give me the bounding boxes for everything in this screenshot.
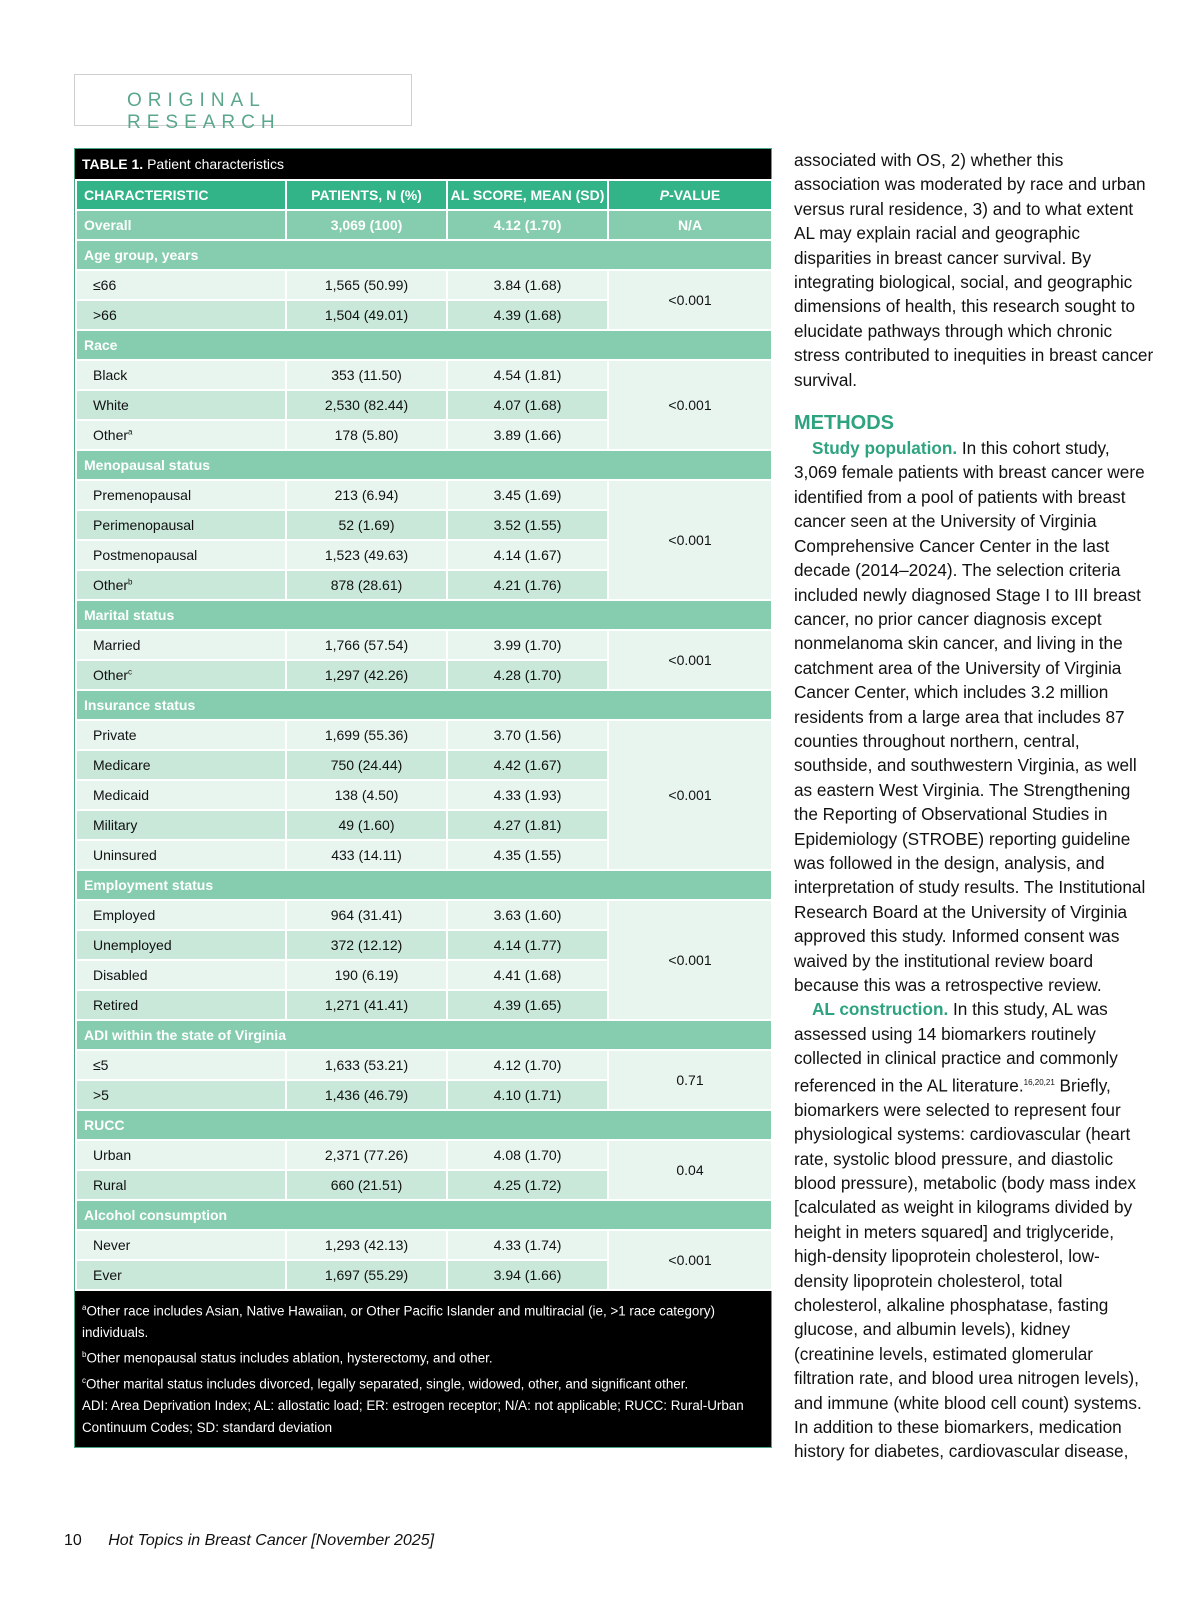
group-p-value: <0.001 [608,900,772,1020]
table-row [76,360,772,390]
footnote [82,1297,764,1344]
row-label [76,660,286,690]
row-label [76,630,286,660]
row-label-footnote-mark: a [128,427,133,437]
group-label: Age group, years [76,240,772,270]
overall-p-value: N/A [608,210,772,240]
group-header-row [76,240,772,270]
row-al-score: 4.39 (1.68) [447,300,608,330]
group-header-row [76,870,772,900]
table-row [76,630,772,660]
row-patients: 750 (24.44) [286,750,447,780]
row-label [76,420,286,450]
table-row [76,900,772,930]
header-p-value [608,180,772,210]
group-label: Insurance status [76,690,772,720]
group-header-row [76,600,772,630]
row-label [76,390,286,420]
row-label-text: Employed [93,907,156,923]
row-patients: 1,523 (49.63) [286,540,447,570]
row-patients: 1,766 (57.54) [286,630,447,660]
overall-label: Overall [76,210,286,240]
row-label [76,930,286,960]
row-label [76,1080,286,1110]
group-header-row [76,690,772,720]
row-al-score: 4.08 (1.70) [447,1140,608,1170]
row-label-text: Rural [93,1177,127,1193]
row-label [76,750,286,780]
row-patients: 372 (12.12) [286,930,447,960]
row-label-text: Black [93,367,128,383]
row-patients: 878 (28.61) [286,570,447,600]
footnote-text: Other menopausal status includes ablation, hysterectomy, and other. [86,1350,493,1366]
row-label-text: Married [93,637,141,653]
row-label-text: Other [93,667,129,683]
row-al-score: 4.07 (1.68) [447,390,608,420]
row-label [76,570,286,600]
table-row [76,1050,772,1080]
row-label-text: Disabled [93,967,148,983]
row-label-text: Never [93,1237,131,1253]
row-label [76,840,286,870]
group-label: Employment status [76,870,772,900]
row-patients: 1,565 (50.99) [286,270,447,300]
row-al-score: 4.33 (1.93) [447,780,608,810]
row-patients: 1,699 (55.36) [286,720,447,750]
row-al-score: 4.41 (1.68) [447,960,608,990]
header-p-rest: -VALUE [669,187,721,203]
footnote-text: Other marital status includes divorced, legally separated, single, widowed, other, and significant other. [86,1376,689,1392]
header-p-letter: P [659,187,670,203]
row-label [76,1170,286,1200]
group-p-value: <0.001 [608,1230,772,1290]
table-title-text: Patient characteristics [143,156,285,172]
row-al-score: 4.21 (1.76) [447,570,608,600]
table-row [76,720,772,750]
row-al-score: 3.84 (1.68) [447,270,608,300]
row-al-score: 3.52 (1.55) [447,510,608,540]
table-title [75,149,771,179]
group-label: ADI within the state of Virginia [76,1020,772,1050]
group-header-row [76,1200,772,1230]
row-patients: 1,633 (53.21) [286,1050,447,1080]
table-header-row [76,180,772,210]
header-characteristic: CHARACTERISTIC [76,180,286,210]
row-label [76,990,286,1020]
row-label-text: ≤66 [93,277,117,293]
row-label [76,1230,286,1260]
row-label [76,510,286,540]
row-patients: 1,504 (49.01) [286,300,447,330]
al-construction-heading: AL construction. [812,999,949,1020]
row-al-score: 3.63 (1.60) [447,900,608,930]
row-patients: 1,697 (55.29) [286,1260,447,1290]
row-label [76,1260,286,1290]
page-number: 10 [64,1532,82,1549]
table-row [76,1140,772,1170]
row-label-text: Medicaid [93,787,150,803]
table-footnotes [75,1291,771,1447]
row-label-text: >5 [93,1087,109,1103]
row-label-text: Other [93,427,129,443]
row-label-footnote-mark: c [128,667,133,677]
row-patients: 49 (1.60) [286,810,447,840]
row-label-text: ≤5 [93,1057,109,1073]
group-p-value: <0.001 [608,270,772,330]
footnote [82,1395,764,1439]
intro-paragraph: associated with OS, 2) whether this association was moderated by race and urban versus rural residence, 3) and to what extent AL may explain racial and geographic disparities in breast cancer survival. By integrating biological, social, and geographic dimensions of health, this research sought to elucidate pathways through which chronic stress contributed to inequities in breast cancer survival. [794,150,1154,390]
row-label-text: Private [93,727,137,743]
al-construction-paragraph [794,997,1154,1463]
row-label-text: Military [93,817,138,833]
row-al-score: 4.27 (1.81) [447,810,608,840]
row-al-score: 3.70 (1.56) [447,720,608,750]
row-label [76,960,286,990]
table-row [76,480,772,510]
row-patients: 178 (5.80) [286,420,447,450]
group-label: Menopausal status [76,450,772,480]
group-p-value: <0.001 [608,480,772,600]
row-label-text: White [93,397,129,413]
patient-characteristics-table [74,148,772,1448]
row-patients: 138 (4.50) [286,780,447,810]
row-al-score: 4.35 (1.55) [447,840,608,870]
group-header-row [76,330,772,360]
row-label [76,810,286,840]
row-al-score: 4.39 (1.65) [447,990,608,1020]
row-al-score: 4.12 (1.70) [447,1050,608,1080]
row-label-footnote-mark: b [128,577,133,587]
group-p-value: <0.001 [608,630,772,690]
header-al-score: AL SCORE, MEAN (SD) [447,180,608,210]
al-construction-text-1: In this study, AL was assessed using 14 biomarkers routinely collected in clinical practice and commonly referenced in the AL literature. [794,999,1118,1096]
study-population-text: In this cohort study, 3,069 female patients with breast cancer were identified from a pool of patients with breast cancer seen at the University of Virginia Comprehensive Cancer Center in the last decade (2014–2024). The selection criteria included newly diagnosed Stage I to III breast cancer, no prior cancer diagnosis except nonmelanoma skin cancer, and living in the catchment area of the University of Virginia Cancer Center, which includes 3.2 million residents from a large area that includes 87 counties throughout northern, central, southside, and southwestern Virginia, as well as eastern West Virginia. The Strengthening the Reporting of Observational Studies in Epidemiology (STROBE) reporting guideline was followed in the design, analysis, and interpretation of study results. The Institutional Research Board at the University of Virginia approved this study. Informed consent was waived by the institutional review board because this was a retrospective review. [794,438,1146,995]
row-label [76,540,286,570]
group-label: Marital status [76,600,772,630]
group-label: Race [76,330,772,360]
row-label [76,360,286,390]
footnote-text: Other race includes Asian, Native Hawaiian, or Other Pacific Islander and multiracial (ie, >1 race category) individuals. [82,1303,715,1341]
footnote-mark: a [82,1303,87,1312]
row-label-text: Unemployed [93,937,172,953]
row-label-text: Premenopausal [93,487,192,503]
row-al-score: 4.25 (1.72) [447,1170,608,1200]
row-label-text: >66 [93,307,117,323]
row-label-text: Other [93,577,129,593]
row-label [76,300,286,330]
row-patients: 353 (11.50) [286,360,447,390]
body-text-column [794,148,1154,1464]
row-patients: 213 (6.94) [286,480,447,510]
row-al-score: 4.14 (1.67) [447,540,608,570]
row-al-score: 3.94 (1.66) [447,1260,608,1290]
group-p-value: 0.04 [608,1140,772,1200]
overall-al-score: 4.12 (1.70) [447,210,608,240]
row-patients: 2,530 (82.44) [286,390,447,420]
methods-heading: METHODS [794,412,894,435]
row-patients: 1,293 (42.13) [286,1230,447,1260]
overall-row [76,210,772,240]
table-row [76,270,772,300]
banner-label: ORIGINAL RESEARCH [127,90,281,133]
row-patients: 2,371 (77.26) [286,1140,447,1170]
row-patients: 660 (21.51) [286,1170,447,1200]
row-patients: 1,297 (42.26) [286,660,447,690]
table-title-number: TABLE 1. [82,156,144,172]
row-patients: 1,436 (46.79) [286,1080,447,1110]
group-label: RUCC [76,1110,772,1140]
study-population-paragraph [794,436,1154,997]
row-label [76,900,286,930]
row-al-score: 4.10 (1.71) [447,1080,608,1110]
overall-patients: 3,069 (100) [286,210,447,240]
footnote-mark: c [82,1375,86,1385]
row-label-text: Uninsured [93,847,157,863]
row-patients: 433 (14.11) [286,840,447,870]
group-header-row [76,1020,772,1050]
header-patients: PATIENTS, N (%) [286,180,447,210]
row-al-score: 3.45 (1.69) [447,480,608,510]
row-label-text: Perimenopausal [93,517,195,533]
row-label-text: Urban [93,1147,132,1163]
footnote [82,1344,764,1369]
al-construction-text-2: Briefly, biomarkers were selected to represent four physiological systems: cardiovascular (heart rate, systolic blood pressure, and diastolic blood pressure), metabolic (body mass index [calculated as weight in kilograms divided by height in meters squared] and triglyceride, high-density lipoprotein cholesterol, low-density lipoprotein cholesterol, total cholesterol, alkaline phosphatase, fasting glucose, and albumin levels), kidney (creatinine levels, estimated glomerular filtration rate, and blood urea nitrogen levels), and immune (white blood cell count) systems. In addition to these biomarkers, medication history for diabetes, cardiovascular disease, [794,1075,1142,1462]
row-patients: 52 (1.69) [286,510,447,540]
row-label-text: Medicare [93,757,151,773]
row-patients: 964 (31.41) [286,900,447,930]
group-p-value: <0.001 [608,360,772,450]
study-population-heading: Study population. [812,438,958,459]
group-label: Alcohol consumption [76,1200,772,1230]
row-al-score: 4.54 (1.81) [447,360,608,390]
row-al-score: 3.99 (1.70) [447,630,608,660]
row-al-score: 4.33 (1.74) [447,1230,608,1260]
row-al-score: 4.28 (1.70) [447,660,608,690]
row-al-score: 4.42 (1.67) [447,750,608,780]
row-label [76,270,286,300]
group-header-row [76,450,772,480]
group-p-value: 0.71 [608,1050,772,1110]
group-header-row [76,1110,772,1140]
row-label [76,1140,286,1170]
group-p-value: <0.001 [608,720,772,870]
table-grid [75,179,773,1291]
row-label [76,720,286,750]
row-al-score: 4.14 (1.77) [447,930,608,960]
row-patients: 190 (6.19) [286,960,447,990]
row-label-text: Retired [93,997,139,1013]
journal-title: Hot Topics in Breast Cancer [November 2025] [108,1532,435,1549]
row-label [76,1050,286,1080]
table-row [76,1230,772,1260]
section-banner [74,74,412,133]
row-label [76,480,286,510]
row-patients: 1,271 (41.41) [286,990,447,1020]
footnote-mark: b [82,1350,87,1360]
al-references: 16,20,21 [1023,1077,1055,1087]
footnote [82,1370,764,1395]
page-footer [64,1532,434,1550]
row-label [76,780,286,810]
row-al-score: 3.89 (1.66) [447,420,608,450]
footnote-text: ADI: Area Deprivation Index; AL: allostatic load; ER: estrogen receptor; N/A: not applicable; RUCC: Rural-Urban Continuum Codes; SD: standard deviation [82,1398,744,1436]
row-label-text: Postmenopausal [93,547,198,563]
row-label-text: Ever [93,1267,122,1283]
